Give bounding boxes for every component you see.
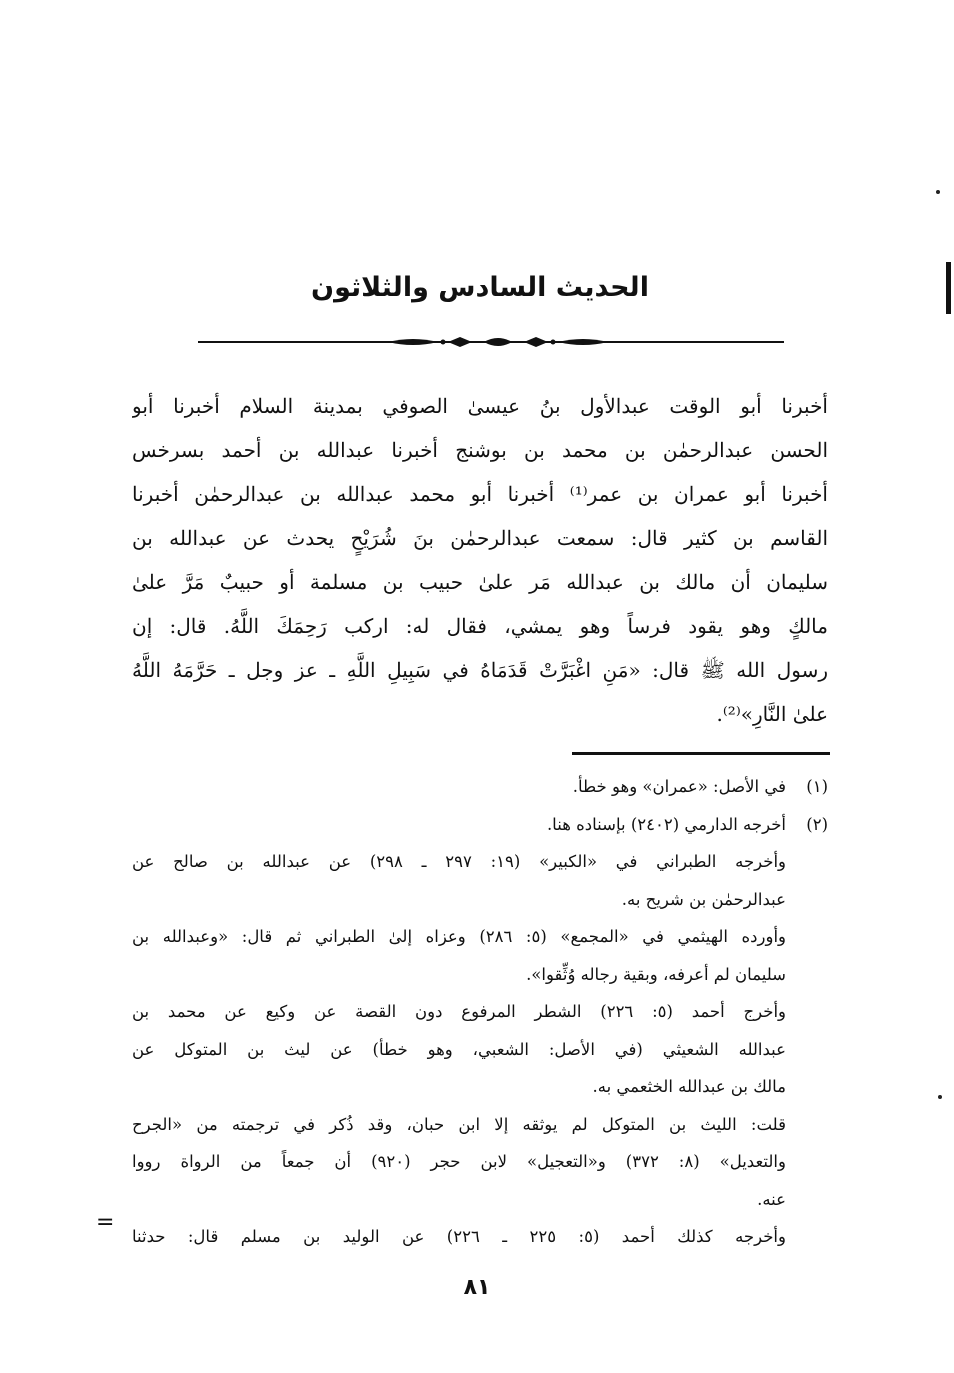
body-line: الحسن عبدالرحمٰن بن محمد بن بوشنج أخبرنا عبدالله بن أحمد بسرخس [132,438,828,462]
footnote-text: أخرجه الدارمي (٢٤٠٢) بإسناده هنا. [546,814,786,834]
footnote-line: عبدالله الشعيثي (في الأصل: الشعبي، وهو خطأ) عن ليث بن المتوكل عن [132,1039,786,1059]
scan-speck [936,190,940,194]
scan-speck [938,1095,942,1099]
footnote-continuation-mark: = [96,1210,115,1235]
footnote-2 [132,806,828,844]
footnote-line: قلت: الليث بن المتوكل لم يوثقه إلا ابن حبان، وقد ذُكر في ترجمته من «الجرح [132,1114,786,1134]
footnote-line: وأورده الهيثمي في «المجمع» (٥: ٢٨٦) وعزاه إلىٰ الطبراني ثم قال: «وعبدالله بن [132,927,786,946]
hadith-title: الحديث السادس والثلاثون [311,272,649,303]
hadith-body [132,384,828,736]
footnote-1 [132,768,828,806]
page-number: ٨١ [463,1275,491,1300]
footnote-text: في الأصل: «عمران» وهو خطأ. [572,777,786,796]
footnote-line: عبدالرحمٰن بن شريح به. [621,889,786,909]
footnote-line: والتعديل» (٨: ٣٧٢) و«التعجيل» لابن حجر (٩٢٠) أن جمعاً من الرواة رووا [132,1152,786,1171]
body-line: علىٰ النَّارِ»⁽²⁾. [716,702,828,726]
scan-edge-mark [946,262,951,314]
footnote-line: مالك بن عبدالله الخثعمي به. [592,1077,786,1096]
footnotes [132,768,828,1256]
body-line: رسول الله ﷺ قال: «مَنِ اغْبَرَّتْ قَدَمَاهُ في سَبِيلِ اللَّهِ ـ عز وجل ـ حَرَّمَهُ اللَّهُ [132,658,828,682]
footnote-line: عنه. [757,1189,786,1209]
body-line: مالكٍ وهو يقود فرساً وهو يمشي، فقال له: اركب رَحِمَكَ اللَّهُ. قال: إن [132,614,828,638]
body-line: أخبرنا أبو الوقت عبدالأول بنُ عيسىٰ الصوفي بمدينة السلام أخبرنا أبو [132,394,828,418]
footnote-line: وأخرجه الطبراني في «الكبير» (١٩: ٢٩٧ ـ ٢٩٨) عن عبدالله بن صالح عن [132,852,786,871]
footnote-line: سليمان لم أعرفه، وبقية رجاله وُثِّقوا». [526,964,786,984]
body-line: سليمان أن مالك بن عبدالله مَر علىٰ حبيب بن مسلمة أو حبيبٌ مَرَّ علىٰ [132,570,828,594]
footnote-separator [572,752,830,755]
footnote-line: وأخرجه كذلك أحمد (٥: ٢٢٥ ـ ٢٢٦) عن الوليد بن مسلم قال: حدثنا [132,1227,786,1246]
footnote-marker: (٢) [806,814,828,834]
body-line: أخبرنا أبو عمران بن عمر⁽¹⁾ أخبرنا أبو محمد عبدالله بن عبدالرحمٰن أخبرنا [132,482,828,506]
footnote-line: وأخرج أحمد (٥: ٢٢٦) الشطر المرفوع دون القصة عن وكيع عن محمد بن [132,1002,786,1021]
title-ornament-divider [198,332,784,352]
body-line: القاسم بن كثير قال: سمعت عبدالرحمٰن بنَ شُرَيْحٍ يحدث عن عبدالله بن [132,526,828,550]
footnote-marker: (١) [806,777,828,796]
